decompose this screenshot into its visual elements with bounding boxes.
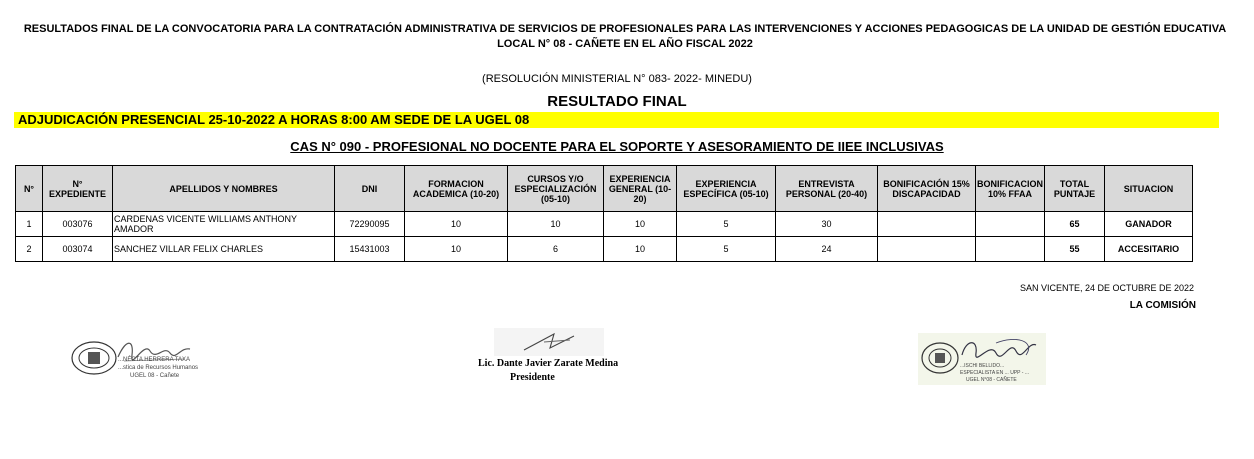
result-heading: RESULTADO FINAL (547, 93, 687, 110)
cell-cursos: 6 (508, 237, 604, 262)
cell-bonif-discapacidad (878, 237, 976, 262)
col-header-formacion: FORMACION ACADEMICA (10-20) (405, 166, 508, 212)
cell-formacion: 10 (405, 212, 508, 237)
cell-bonif-discapacidad (878, 212, 976, 237)
official-seal-icon (70, 339, 118, 377)
cell-cursos: 10 (508, 212, 604, 237)
place-date: SAN VICENTE, 24 DE OCTUBRE DE 2022 (1019, 283, 1194, 293)
signature-right (918, 333, 1046, 385)
cell-formacion: 10 (405, 237, 508, 262)
cell-situacion: ACCESITARIO (1105, 237, 1193, 262)
cell-bonif-ffaa (976, 212, 1045, 237)
handwritten-signature-icon (494, 328, 604, 356)
signature-left-role: ...stica de Recursos Humanos (118, 365, 199, 371)
signature-center (478, 328, 648, 388)
cell-name: SANCHEZ VILLAR FELIX CHARLES (113, 237, 335, 262)
table-header-row (16, 166, 1193, 212)
table-row (16, 237, 1193, 262)
signature-right-org: UGEL N°08 - CAÑETE (966, 377, 1017, 383)
col-header-exp-general: EXPERIENCIA GENERAL (10-20) (604, 166, 677, 212)
col-header-entrevista: ENTREVISTA PERSONAL (20-40) (776, 166, 878, 212)
col-header-total: TOTAL PUNTAJE (1045, 166, 1105, 212)
signature-left (70, 333, 210, 385)
cell-dni: 72290095 (335, 212, 405, 237)
resolution-reference: (RESOLUCIÓN MINISTERIAL N° 083- 2022- MINEDU) (482, 73, 752, 85)
cas-title (0, 139, 1234, 154)
col-header-expediente: N° EXPEDIENTE (43, 166, 113, 212)
cell-entrevista: 24 (776, 237, 878, 262)
official-seal-icon (920, 341, 960, 375)
signature-right-role: ESPECIALISTA EN ... UPP - ... (960, 370, 1030, 376)
president-role: Presidente (510, 372, 555, 383)
document-title: RESULTADOS FINAL DE LA CONVOCATORIA PARA LA CONTRATACIÓN ADMINISTRATIVA DE SERVICIOS DE PROFESIONALES PARA LAS INTERVENCIONES Y ACCIONES PEDAGOGICAS DE LA UNIDAD DE GESTIÓN EDUCATIVA LOCAL N° 08 - CAÑETE EN EL AÑO FISCAL 2022 (23, 23, 1227, 50)
cell-number: 1 (16, 212, 43, 237)
commission-label: LA COMISIÓN (1129, 300, 1196, 311)
adjudication-banner: ADJUDICACIÓN PRESENCIAL 25-10-2022 A HORAS 8:00 AM SEDE DE LA UGEL 08 (14, 112, 1219, 128)
col-header-name: APELLIDOS Y NOMBRES (113, 166, 335, 212)
col-header-bonif-ffaa: BONIFICACION 10% FFAA (976, 166, 1045, 212)
col-header-number: N° (16, 166, 43, 212)
cell-name: CARDENAS VICENTE WILLIAMS ANTHONY AMADOR (113, 212, 335, 237)
cell-dni: 15431003 (335, 237, 405, 262)
cell-entrevista: 30 (776, 212, 878, 237)
cas-title-text: CAS N° 090 - PROFESIONAL NO DOCENTE PARA EL SOPORTE Y ASESORAMIENTO DE IIEE INCLUSIVAS (290, 139, 944, 154)
col-header-dni: DNI (335, 166, 405, 212)
cell-bonif-ffaa (976, 237, 1045, 262)
col-header-exp-especifica: EXPERIENCIA ESPECÍFICA (05-10) (677, 166, 776, 212)
results-table (15, 165, 1193, 262)
col-header-cursos: CURSOS Y/O ESPECIALIZACIÓN (05-10) (508, 166, 604, 212)
col-header-situacion: SITUACION (1105, 166, 1193, 212)
president-name: Lic. Dante Javier Zarate Medina (478, 358, 619, 369)
cell-situacion: GANADOR (1105, 212, 1193, 237)
cell-exp-general: 10 (604, 212, 677, 237)
cell-expediente: 003074 (43, 237, 113, 262)
signature-right-name: ...ISCHI BELLIDO... (960, 363, 1005, 369)
cell-exp-especifica: 5 (677, 237, 776, 262)
signature-left-org: UGEL 08 - Cañete (130, 373, 180, 379)
cell-total: 55 (1045, 237, 1105, 262)
handwritten-signature-icon (956, 335, 1040, 365)
cell-expediente: 003076 (43, 212, 113, 237)
cell-exp-general: 10 (604, 237, 677, 262)
signature-left-name: ...NÉCTA HERRERA TAXA (118, 357, 191, 363)
cell-total: 65 (1045, 212, 1105, 237)
cell-exp-especifica: 5 (677, 212, 776, 237)
col-header-bonif-discapacidad: BONIFICACIÓN 15% DISCAPACIDAD (878, 166, 976, 212)
cell-number: 2 (16, 237, 43, 262)
table-row (16, 212, 1193, 237)
